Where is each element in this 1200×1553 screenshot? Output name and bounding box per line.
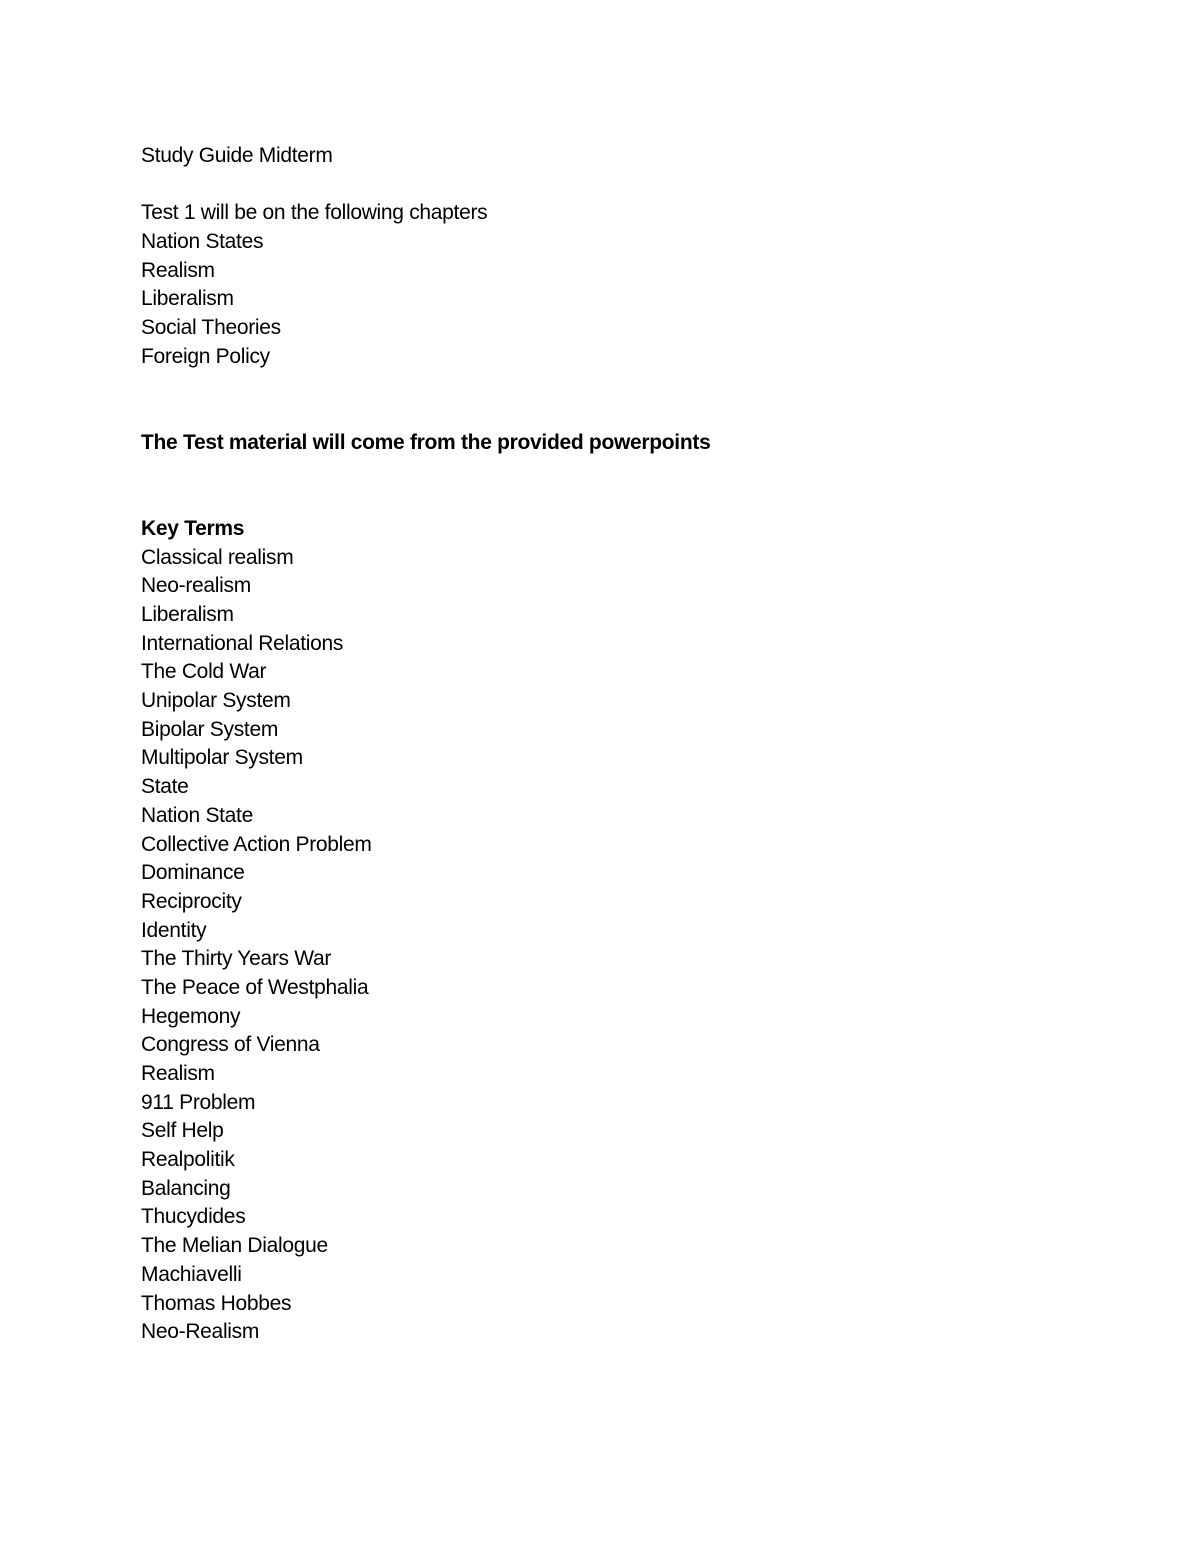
chapter-item: Liberalism xyxy=(141,287,234,311)
document-title: Study Guide Midterm xyxy=(141,144,333,167)
key-term-item: Multipolar System xyxy=(141,746,303,770)
key-term-item: The Thirty Years War xyxy=(141,947,332,971)
key-term-item: Machiavelli xyxy=(141,1262,242,1286)
key-term-item: Collective Action Problem xyxy=(141,832,372,856)
key-term-item: Balancing xyxy=(141,1176,231,1200)
key-term-item: Identity xyxy=(141,918,207,942)
key-term-item: Thomas Hobbes xyxy=(141,1291,292,1315)
key-term-item: State xyxy=(141,775,189,799)
chapter-list xyxy=(141,228,710,371)
key-term-item: Unipolar System xyxy=(141,689,291,713)
material-note: The Test material will come from the provided powerpoints xyxy=(141,430,711,454)
chapter-item: Realism xyxy=(141,258,215,282)
key-term-item: Neo-realism xyxy=(141,574,251,598)
key-term-item: The Melian Dialogue xyxy=(141,1234,328,1258)
key-term-item: Bipolar System xyxy=(141,717,279,741)
key-terms-list xyxy=(141,544,710,1347)
key-term-item: Reciprocity xyxy=(141,889,242,913)
key-term-item: Liberalism xyxy=(141,603,234,627)
key-term-item: The Cold War xyxy=(141,660,267,684)
key-term-item: Realpolitik xyxy=(141,1148,235,1172)
key-term-item: Classical realism xyxy=(141,545,294,569)
key-term-item: Nation State xyxy=(141,803,253,827)
key-term-item: 911 Problem xyxy=(141,1090,256,1114)
key-term-item: Congress of Vienna xyxy=(141,1033,320,1057)
key-term-item: Hegemony xyxy=(141,1004,241,1028)
chapter-item: Social Theories xyxy=(141,316,281,340)
key-terms-heading: Key Terms xyxy=(141,516,245,540)
key-term-item: Self Help xyxy=(141,1119,224,1143)
key-term-item: Dominance xyxy=(141,861,245,885)
key-term-item: International Relations xyxy=(141,631,344,655)
chapter-item: Nation States xyxy=(141,230,264,254)
key-term-item: The Peace of Westphalia xyxy=(141,975,369,999)
chapter-item: Foreign Policy xyxy=(141,344,270,368)
key-term-item: Realism xyxy=(141,1062,215,1086)
document-body xyxy=(141,142,710,1347)
key-term-item: Thucydides xyxy=(141,1205,246,1229)
key-term-item: Neo-Realism xyxy=(141,1320,260,1344)
intro-text: Test 1 will be on the following chapters xyxy=(141,201,488,225)
